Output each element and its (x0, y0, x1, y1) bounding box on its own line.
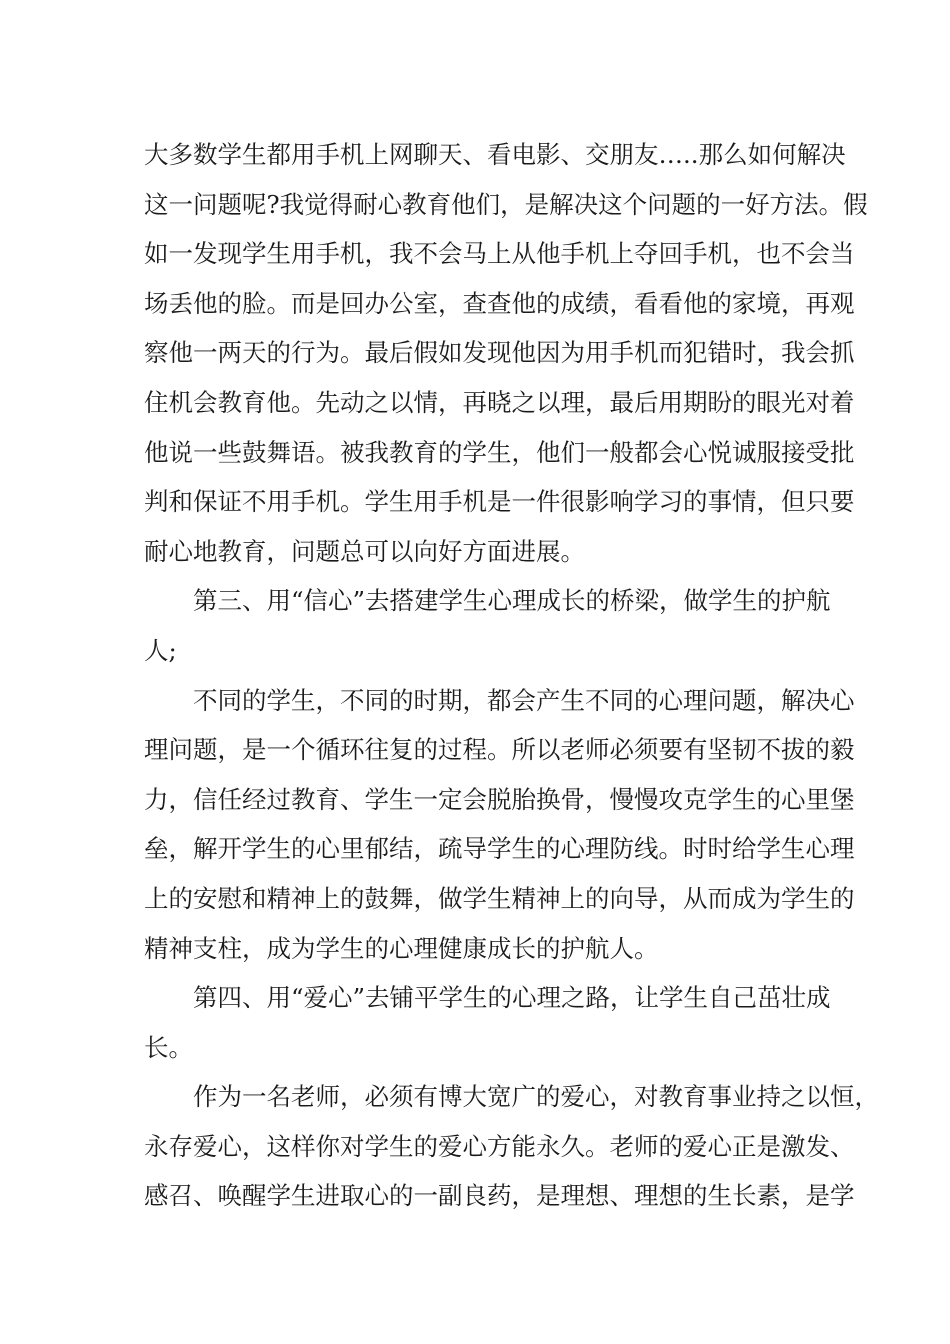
text-line: 大多数学生都用手机上网聊天、看电影、交朋友…..那么如何解决 (144, 140, 846, 169)
text-line: 第四、用“爱心”去铺平学生的心理之路，让学生自己茁壮成 (193, 983, 831, 1013)
text-line: 力，信任经过教育、学生一定会脱胎换骨，慢慢攻克学生的心里堡 (144, 784, 855, 814)
text-line: 感召、唤醒学生进取心的一副良药，是理想、理想的生长素，是学 (144, 1181, 855, 1211)
text-line: 他说一些鼓舞语。被我教育的学生，他们一般都会心悦诚服接受批 (144, 437, 855, 467)
text-line: 这一问题呢?我觉得耐心教育他们，是解决这个问题的一好方法。假 (144, 189, 868, 219)
text-line: 场丢他的脸。而是回办公室，查查他的成绩，看看他的家境，再观 (144, 288, 855, 318)
text-line: 作为一名老师，必须有博大宽广的爱心，对教育事业持之以恒， (193, 1082, 879, 1112)
text-line: 不同的学生，不同的时期，都会产生不同的心理问题，解决心 (193, 685, 855, 715)
text-line: 耐心地教育，问题总可以向好方面进展。 (144, 536, 585, 566)
text-line: 永存爱心，这样你对学生的爱心方能永久。老师的爱心正是激发、 (144, 1131, 855, 1161)
text-line: 人; (144, 635, 177, 665)
text-line: 精神支柱，成为学生的心理健康成长的护航人。 (144, 933, 659, 963)
text-line: 长。 (144, 1032, 193, 1062)
text-line: 第三、用“信心”去搭建学生心理成长的桥梁，做学生的护航 (193, 586, 831, 616)
text-line: 如一发现学生用手机，我不会马上从他手机上夺回手机，也不会当 (144, 239, 855, 269)
text-line: 察他一两天的行为。最后假如发现他因为用手机而犯错时，我会抓 (144, 338, 855, 368)
text-line: 判和保证不用手机。学生用手机是一件很影响学习的事情，但只要 (144, 487, 855, 517)
text-line: 垒，解开学生的心里郁结，疏导学生的心理防线。时时给学生心理 (144, 834, 855, 864)
document-body (144, 130, 879, 1221)
text-line: 住机会教育他。先动之以情，再晓之以理，最后用期盼的眼光对着 (144, 387, 855, 417)
text-line: 上的安慰和精神上的鼓舞，做学生精神上的向导，从而成为学生的 (144, 883, 855, 913)
text-line: 理问题，是一个循环往复的过程。所以老师必须要有坚韧不拔的毅 (144, 735, 855, 765)
